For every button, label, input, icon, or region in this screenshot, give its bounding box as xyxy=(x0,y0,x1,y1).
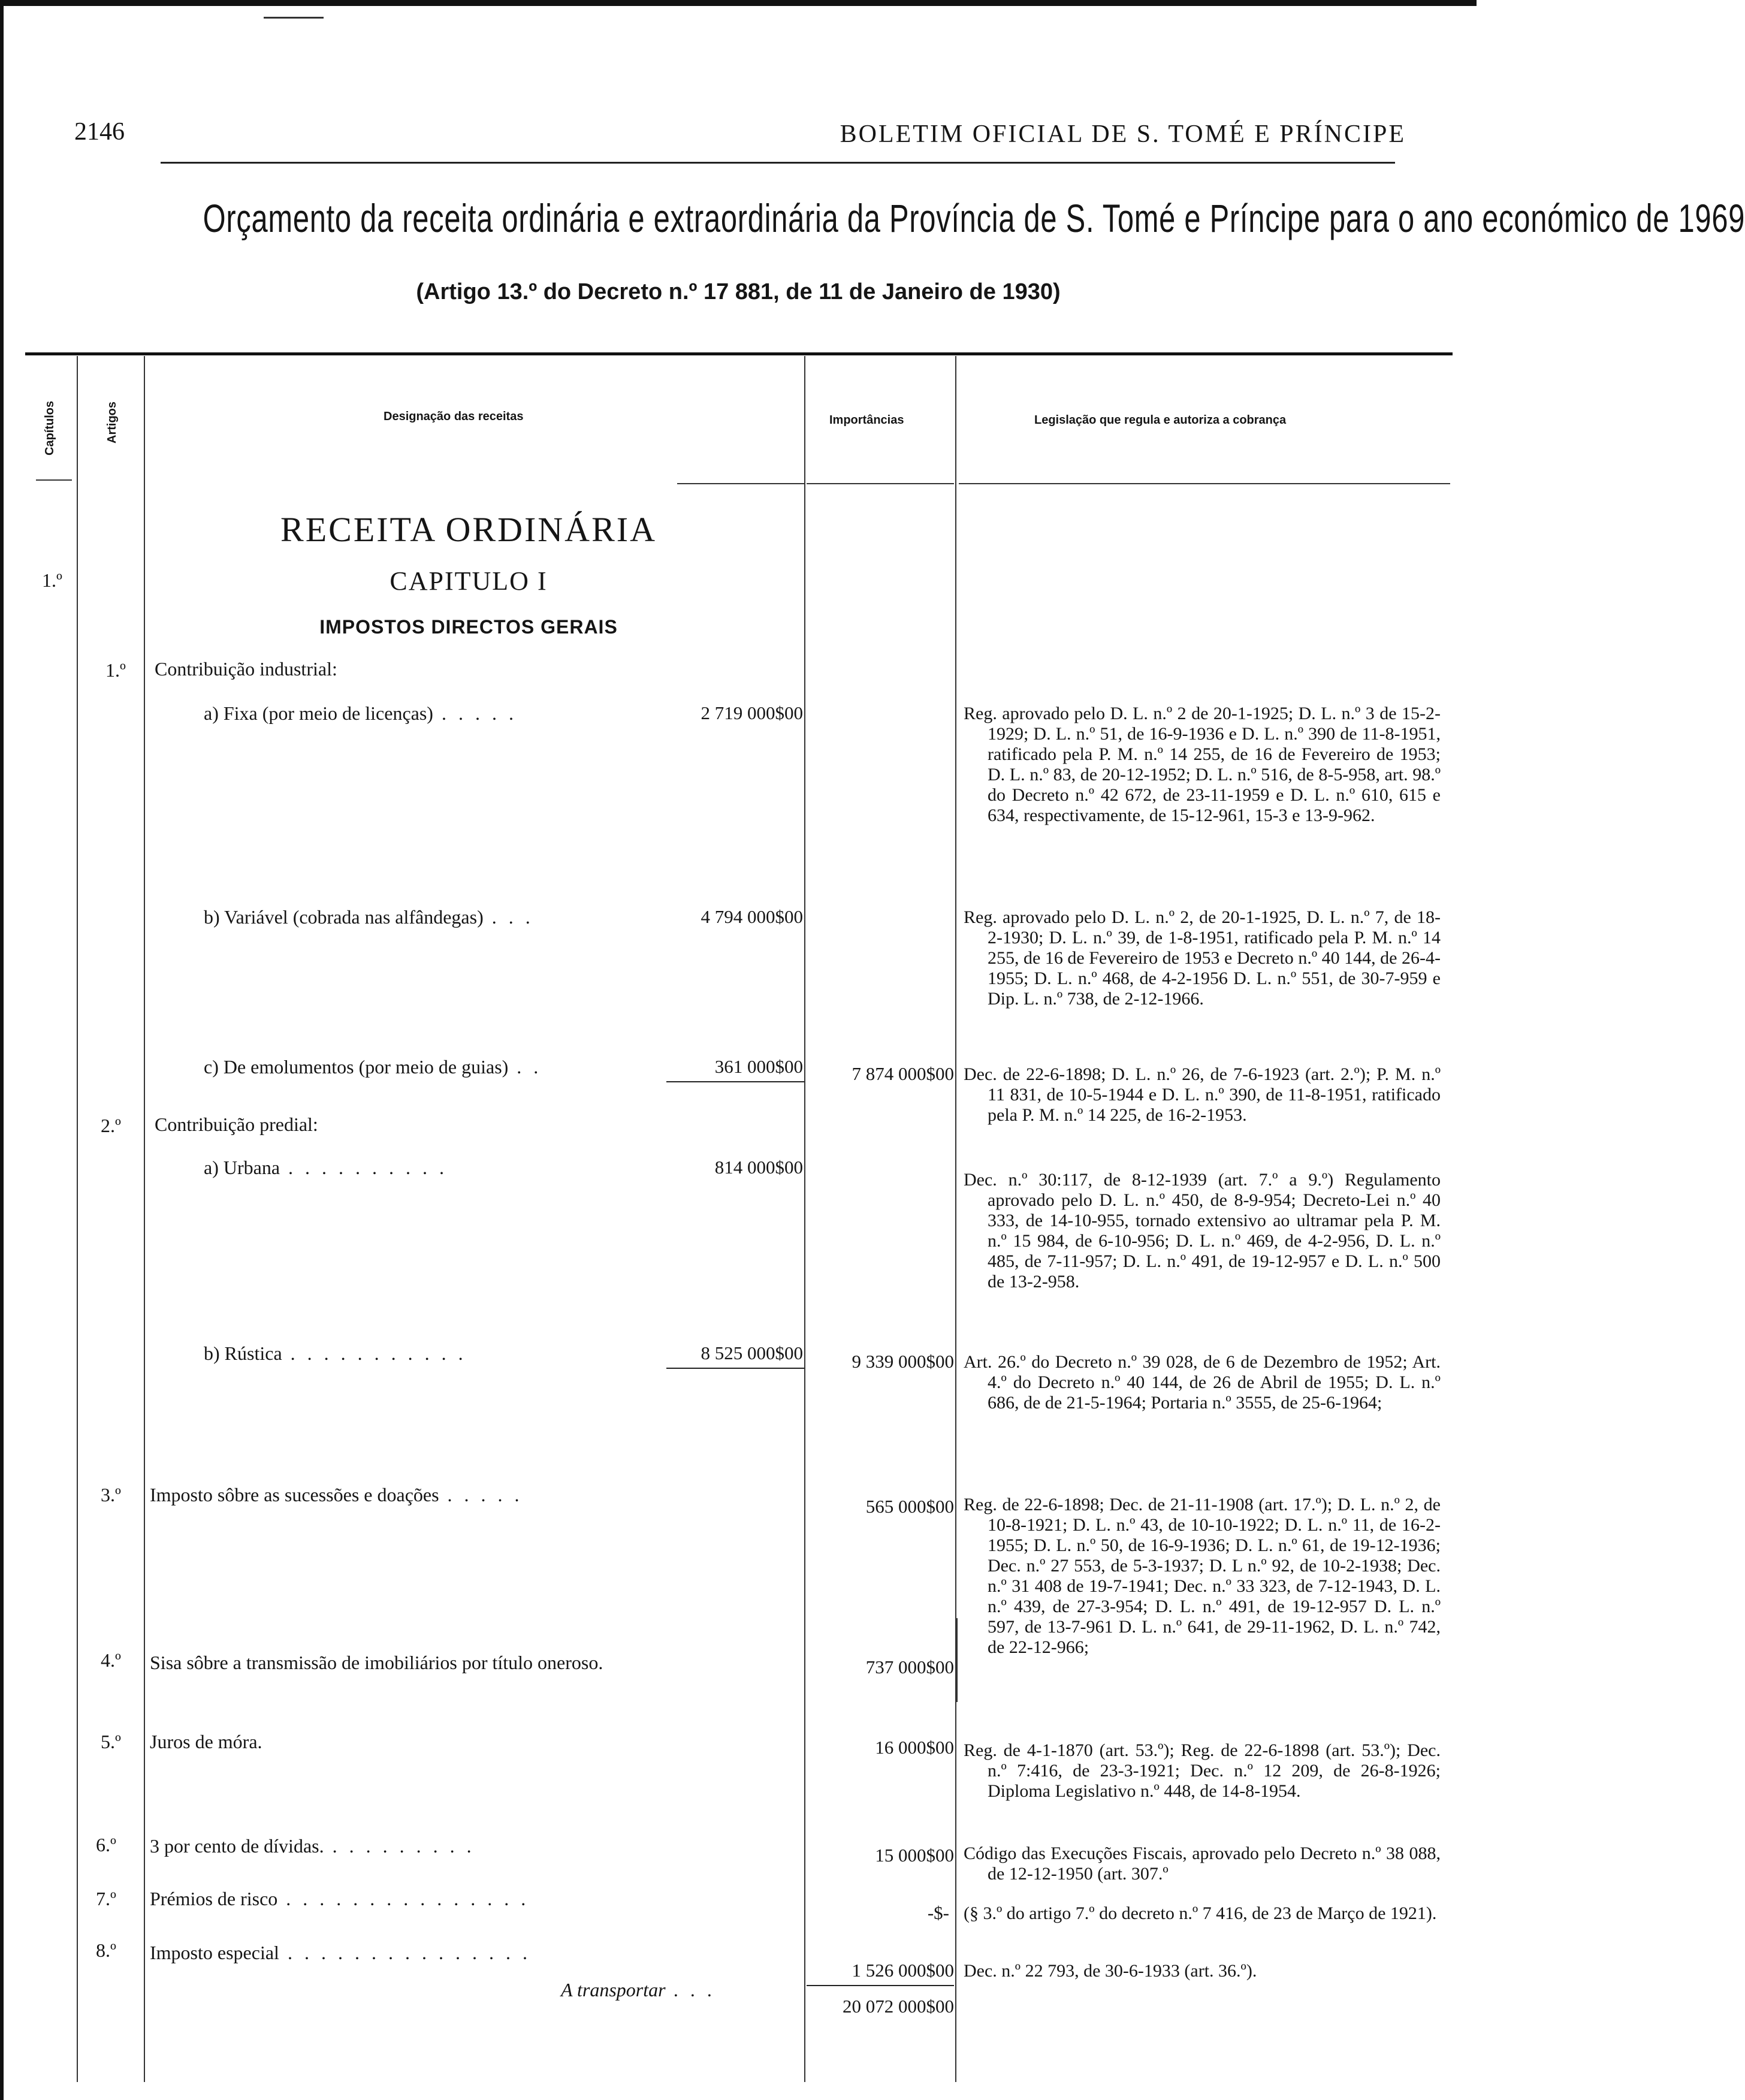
article-label: Contribuição industrial: xyxy=(155,658,337,680)
article-total: -$- xyxy=(927,1902,949,1923)
article-number: 8.º xyxy=(96,1939,116,1961)
document-subtitle: (Artigo 13.º do Decreto n.º 17 881, de 11 de Janeiro de 1930) xyxy=(416,279,1061,304)
document-title: Orçamento da receita ordinária e extraordinária da Província de S. Tomé e Príncipe para o ano económico de 1969 xyxy=(203,196,1745,240)
total-rule xyxy=(807,1985,954,1986)
sub-item-label xyxy=(204,1157,448,1179)
article-text: 3 por cento de dívidas. xyxy=(150,1835,324,1857)
sub-item-amount: 814 000$00 xyxy=(714,1157,803,1178)
legislation-entry: Dec. n.º 30:117, de 8-12-1939 (art. 7.º a 9.º) Regulamento aprovado pelo D. L. n.º 450, de 8-9-954; Decreto-Lei n.º 40 333, de 14-10-955, tornado extensivo ao ultramar pela P. M. n.º 15 984, de 6-10-956; D. L. n.º 469, de 4-2-956, D. L. n.º 485, de 7-11-957; D. L. n.º 491, de 19-12-957 e D. L. n.º 500 de 13-2-958. xyxy=(964,1170,1441,1292)
legislation-text xyxy=(964,704,1441,826)
running-head: BOLETIM OFICIAL DE S. TOMÉ E PRÍNCIPE xyxy=(840,120,1406,148)
sub-item-amount: 4 794 000$00 xyxy=(701,906,803,927)
legislation-text xyxy=(964,1903,1441,1924)
legislation-entry: Reg. aprovado pelo D. L. n.º 2 de 20-1-1925; D. L. n.º 3 de 15-2-1929; D. L. n.º 51, de 16-9-1936 e D. L. n.º 390 de 11-8-1951, ratificado pela P. M. n.º 14 255, de 16 de Fevereiro de 1953; D. L. n.º 83, de 20-12-1952; D. L. n.º 516, de 8-5-958, art. 98.º do Decreto n.º 42 672, de 23-11-1959 e D. L. n.º 610, 615 e 634, respectivamente, de 15-12-961, 15-3 e 13-9-962. xyxy=(964,704,1441,825)
leader-dots: . . . . . . . . . . . xyxy=(282,1342,467,1364)
legislation-entry: Código das Execuções Fiscais, aprovado pelo Decreto n.º 38 088, de 12-12-1950 (art. 307.º xyxy=(964,1843,1441,1884)
legislation-entry: Dec. n.º 22 793, de 30-6-1933 (art. 36.º). xyxy=(964,1961,1257,1981)
legislation-text xyxy=(964,1064,1441,1126)
page-number: 2146 xyxy=(74,118,125,146)
article-text: Prémios de risco xyxy=(150,1888,278,1909)
sub-item-text: c) De emolumentos (por meio de guias) xyxy=(204,1056,509,1078)
header-capitulos: Capítulos xyxy=(43,400,56,455)
header-rule xyxy=(959,483,1450,484)
header-rule xyxy=(36,479,72,481)
group-title: IMPOSTOS DIRECTOS GERAIS xyxy=(319,616,618,638)
article-label: Contribuição predial: xyxy=(155,1114,318,1135)
column-rule xyxy=(77,356,78,2082)
header-designacao: Designação das receitas xyxy=(384,410,524,423)
leader-dots: . . . . . . . . . xyxy=(324,1835,475,1857)
article-number: 2.º xyxy=(101,1115,121,1136)
legislation-text xyxy=(964,1843,1441,1884)
leader-dots: . . . . . xyxy=(439,1484,523,1505)
legislation-text xyxy=(964,1961,1441,1981)
article-label xyxy=(150,1888,529,1910)
leader-dots: . . . xyxy=(665,1979,716,2001)
subtotal-rule xyxy=(666,1368,804,1369)
article-number: 1.º xyxy=(105,659,126,681)
carry-label xyxy=(561,1979,716,2001)
article-label: Sisa sôbre a transmissão de imobiliários por título oneroso. xyxy=(150,1652,603,1673)
sub-item-amount: 8 525 000$00 xyxy=(701,1342,803,1363)
leader-dots: . . . . . . . . . . xyxy=(280,1157,448,1178)
column-rule xyxy=(144,356,145,2082)
article-label: Juros de móra. xyxy=(150,1731,262,1752)
legislation-entry: Reg. de 22-6-1898; Dec. de 21-11-1908 (art. 17.º); D. L. n.º 2, de 10-8-1921; D. L. n.º 43, de 10-10-1922; D. L. n.º 11, de 16-2-1955; D. L. n.º 50, de 16-9-1936; D. L. n.º 61, de 19-12-1936; Dec. n.º 27 553, de 5-3-1937; D. L n.º 92, de 10-2-1938; Dec. n.º 31 408 de 19-7-1941; Dec. n.º 33 323, de 7-12-1943, D. L. n.º 439, de 27-3-954; D. L. n.º 491, de 19-12-957 D. L. n.º 597, de 13-7-961 D. L. n.º 641, de 29-11-1962, D. L. n.º 742, de 22-12-966; xyxy=(964,1495,1441,1657)
sub-item-text: a) Urbana xyxy=(204,1157,280,1178)
legislation-text xyxy=(964,1495,1441,1658)
legislation-text xyxy=(964,1352,1441,1413)
sub-item-label xyxy=(204,1342,467,1365)
leader-dots: . . . . . . . . . . . . . . . xyxy=(279,1942,531,1963)
page-border xyxy=(0,0,1477,6)
legislation-entry: Dec. de 22-6-1898; D. L. n.º 26, de 7-6-1923 (art. 2.º); P. M. n.º 11 831, de 10-5-1944 e D. L. n.º 390, de 11-8-1951, ratificado pela P. M. n.º 14 225, de 16-2-1953. xyxy=(964,1064,1441,1125)
article-total: 737 000$00 xyxy=(865,1657,954,1677)
sub-item-label xyxy=(204,1056,542,1078)
header-rule xyxy=(161,162,1395,164)
leader-dots: . . . . . xyxy=(433,702,517,724)
article-label xyxy=(150,1835,475,1857)
legislation-text xyxy=(964,1740,1441,1802)
legislation-entry: Art. 26.º do Decreto n.º 39 028, de 6 de Dezembro de 1952; Art. 4.º do Decreto n.º 40 144, de 26 de Abril de 1955; D. L. n.º 686, de de 21-5-1964; Portaria n.º 3555, de 25-6-1964; xyxy=(964,1352,1441,1413)
sub-item-text: a) Fixa (por meio de licenças) xyxy=(204,702,433,724)
legislation-text xyxy=(964,907,1441,1009)
legislation-entry: (§ 3.º do artigo 7.º do decreto n.º 7 416, de 23 de Março de 1921). xyxy=(964,1903,1437,1923)
scan-mark xyxy=(264,17,324,19)
article-number: 3.º xyxy=(101,1484,121,1505)
sub-item-amount: 2 719 000$00 xyxy=(701,702,803,723)
article-total: 9 339 000$00 xyxy=(852,1351,954,1372)
article-number: 6.º xyxy=(96,1834,116,1855)
header-legislacao: Legislação que regula e autoriza a cobrança xyxy=(1034,414,1287,427)
table-top-rule xyxy=(25,352,1453,355)
article-number: 7.º xyxy=(96,1888,116,1909)
header-rule xyxy=(807,483,954,484)
carry-text: A transportar xyxy=(561,1979,666,2001)
column-rule xyxy=(804,356,805,2082)
article-total: 7 874 000$00 xyxy=(852,1063,954,1084)
chapter-title: CAPITULO I xyxy=(390,566,548,596)
article-total: 16 000$00 xyxy=(875,1737,954,1758)
article-total: 1 526 000$00 xyxy=(852,1960,954,1981)
article-number: 4.º xyxy=(101,1649,121,1671)
carry-total: 20 072 000$00 xyxy=(843,1996,954,2017)
chapter-number: 1.º xyxy=(42,569,62,591)
header-artigos: Artigos xyxy=(105,402,119,443)
column-rule xyxy=(955,356,956,2082)
article-total: 565 000$00 xyxy=(865,1496,954,1517)
article-label xyxy=(150,1942,531,1964)
article-label xyxy=(150,1484,523,1506)
leader-dots: . . . xyxy=(483,906,534,928)
header-importancias: Importâncias xyxy=(829,414,904,427)
section-title: RECEITA ORDINÁRIA xyxy=(280,510,657,549)
legislation-entry: Reg. de 4-1-1870 (art. 53.º); Reg. de 22-6-1898 (art. 53.º); Dec. n.º 7:416, de 23-3-1921; Dec. n.º 12 209, de 26-8-1926; Diploma Legislativo n.º 448, de 14-8-1954. xyxy=(964,1740,1441,1801)
sub-item-amount: 361 000$00 xyxy=(714,1056,803,1077)
legislation-entry: Reg. aprovado pelo D. L. n.º 2, de 20-1-1925, D. L. n.º 7, de 18-2-1930; D. L. n.º 39, de 1-8-1951, ratificado pela P. M. n.º 14 255, de 16 de Fevereiro de 1953 e Decreto n.º 40 144, de 26-4-1955; D. L. n.º 468, de 4-2-1956 D. L. n.º 551, de 30-7-959 e Dip. L. n.º 738, de 2-12-1966. xyxy=(964,907,1441,1009)
page-border-left xyxy=(0,0,4,2100)
article-number: 5.º xyxy=(101,1731,121,1752)
subtotal-rule xyxy=(666,1081,804,1082)
leader-dots: . . xyxy=(508,1056,542,1078)
leader-dots: . . . . . . . . . . . . . . . xyxy=(277,1888,530,1909)
article-text: Imposto especial xyxy=(150,1942,279,1963)
legislation-text xyxy=(964,1170,1441,1292)
sub-item-label xyxy=(204,906,534,928)
article-text: Imposto sôbre as sucessões e doações xyxy=(150,1484,439,1505)
bracket-rule xyxy=(956,1618,958,1702)
sub-item-label xyxy=(204,702,517,725)
header-rule xyxy=(677,483,805,484)
sub-item-text: b) Rústica xyxy=(204,1342,282,1364)
sub-item-text: b) Variável (cobrada nas alfândegas) xyxy=(204,906,484,928)
article-total: 15 000$00 xyxy=(875,1845,954,1866)
